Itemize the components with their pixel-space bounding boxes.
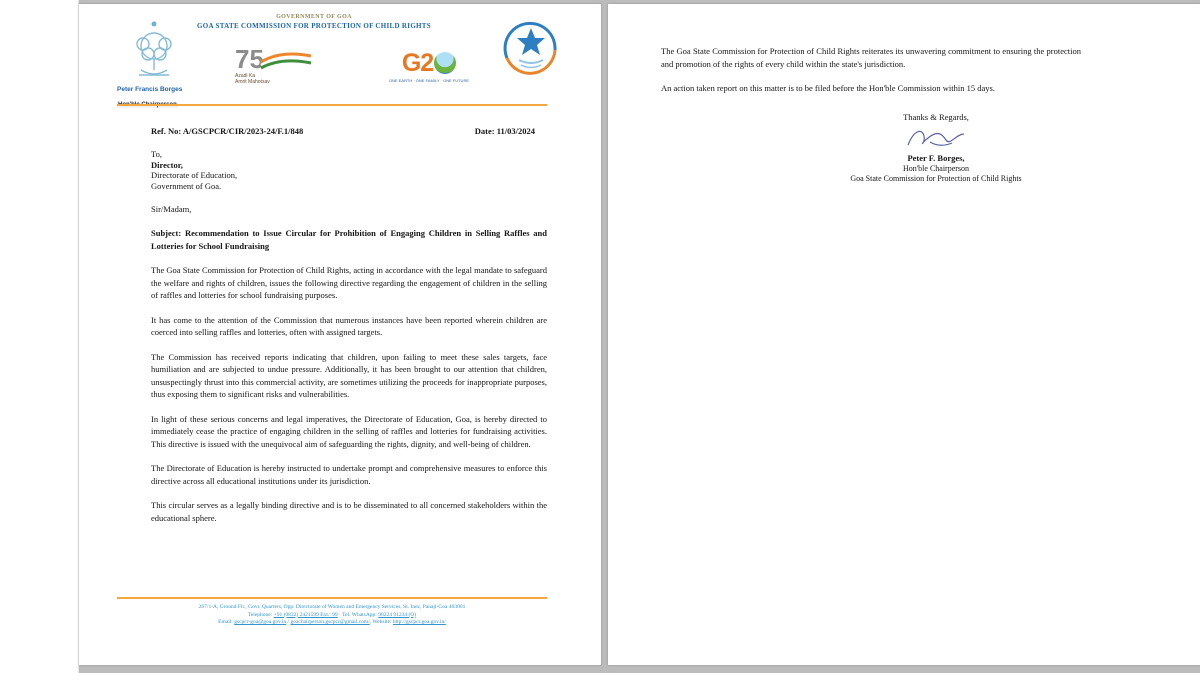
letter-page-1 — [79, 4, 601, 665]
letter-body-page-2 — [661, 45, 1081, 184]
signature-icon — [900, 125, 972, 153]
signature-block — [786, 111, 1086, 184]
azadi-flag-icon — [259, 48, 313, 70]
paragraph-3: The Commission has received reports indicating that children, upon failing to meet these sales targets, face humiliation and are subjected to undue pressure. Additionally, it has been brought to our attention that children, unsuspectingly thrust into this commercial activity, are sometimes utilizing the proceeds for inappropriate purposes, thus exposing them to significant risks and vulnerabilities. — [151, 351, 547, 399]
email-link-2[interactable]: goachairperson.gscpcr@gmail.com/ — [290, 619, 370, 625]
g20-tagline: ONE EARTH · ONE FAMILY · ONE FUTURE — [388, 78, 469, 83]
email-link-1[interactable]: gscpcr-goa@goa.gov.in — [234, 619, 287, 625]
footer-phone-line — [119, 612, 545, 620]
recipient-block — [151, 149, 547, 191]
letter-date — [475, 126, 535, 136]
paragraph-2: It has come to the attention of the Commission that numerous instances have been reported wherein children are coerced into selling raffles and lotteries, often with assigned targets. — [151, 314, 547, 337]
website-label: , Website: — [369, 619, 393, 625]
closing-line: Thanks & Regards, — [903, 111, 969, 122]
email-sep: / — [286, 619, 291, 625]
g20-logo — [383, 50, 475, 104]
phone-link-1[interactable]: +91 (0832) 2421599 Ext.: 99 — [273, 611, 338, 618]
signatory-title: Hon'ble Chairperson — [902, 163, 970, 173]
ref-label: Ref. No: — [151, 126, 182, 136]
recipient-govt: Government of Goa. — [151, 180, 222, 191]
azadi-caption-1: Azadi Ka — [235, 73, 256, 79]
reference-row — [151, 126, 547, 136]
gscpcr-seal-icon — [499, 12, 563, 88]
letter-footer — [119, 604, 545, 627]
recipient-name: Director, — [151, 159, 183, 170]
phone-mid: · Tel. WhatsApp: — [337, 611, 379, 618]
document-viewer — [78, 0, 1200, 673]
paragraph-5: The Directorate of Education is hereby instructed to undertake prompt and comprehensive measures to enforce this directive across all educational institutions under its jurisdiction. — [151, 463, 547, 486]
footer-email-line — [119, 619, 545, 627]
salutation: Sir/Madam, — [151, 204, 192, 214]
azadi-numeral: 75 — [235, 44, 264, 74]
azadi-caption-2: Amrit Mahotsav — [235, 79, 270, 85]
ref-value: A/GSCPCR/CIR/2023-24/F.1/848 — [182, 126, 304, 136]
website-link[interactable]: http://gscpcr.goa.gov.in/ — [392, 619, 446, 625]
header-divider-rule — [117, 104, 547, 106]
letter-body — [151, 126, 547, 524]
recipient-to: To, — [151, 149, 162, 159]
date-label: Date: — [474, 126, 495, 136]
paragraph-1: The Goa State Commission for Protection of Child Rights, acting in accordance with the legal mandate to safeguard the welfare and rights of children, issues the following directive regarding the engagement of children in the selling of raffles and lotteries for school fundraising purposes. — [151, 265, 547, 300]
g20-wordmark: G2 — [401, 49, 434, 77]
chairperson-block — [117, 86, 237, 111]
date-value: 11/03/2024 — [496, 126, 535, 136]
azadi-75-logo — [235, 46, 317, 104]
phone-label: Telephone: — [247, 611, 274, 618]
chairperson-name: Peter Francis Borges — [117, 86, 183, 93]
commission-emblem-icon — [125, 18, 183, 84]
signatory-org: Goa State Commission for Protection of Child Rights — [850, 173, 1022, 183]
letter-page-2 — [608, 4, 1200, 665]
recipient-dept: Directorate of Education, — [151, 170, 238, 180]
paragraph-4: In light of these serious concerns and legal imperatives, the Directorate of Education, Goa, is hereby directed to immediately cease the practice of engaging children in the selling of raffles and lotteries for fundraising activities. This directive is issued with the unequivocal aim of safeguarding the rights, dignity, and well-being of children. — [151, 413, 547, 449]
commission-name-line: GOA STATE COMMISSION FOR PROTECTION OF CHILD RIGHTS — [197, 22, 431, 30]
paragraph-6: This circular serves as a legally binding directive and is to be disseminated to all concerned stakeholders within the educational sphere. — [151, 500, 547, 523]
signatory-name: Peter F. Borges, — [907, 153, 965, 163]
subject-line: Subject: Recommendation to Issue Circular for Prohibition of Engaging Children in Selling Raffles and Lotteries for School Fundraising — [151, 228, 547, 251]
paragraph-8: An action taken report on this matter is to be filed before the Hon'ble Commission within 15 days. — [661, 83, 995, 93]
g20-globe-icon — [434, 52, 456, 74]
ref-number — [151, 126, 303, 136]
footer-divider-rule — [117, 597, 547, 599]
phone-link-2[interactable]: 98224 91234 (O) — [378, 611, 417, 618]
government-line: GOVERNMENT OF GOA — [276, 14, 352, 20]
paragraph-7: The Goa State Commission for Protection of Child Rights reiterates its unwavering commitment to ensuring the protection and promotion of the rights of every child within the state's jurisdiction. — [661, 46, 1081, 69]
footer-address: 267/1-A, Ground Flr., Govt. Quarters, Opp. Directorate of Women and Emergency Services, St. Inez, Panaji-Goa 403001 — [198, 604, 466, 610]
email-label: Email: — [218, 619, 235, 625]
